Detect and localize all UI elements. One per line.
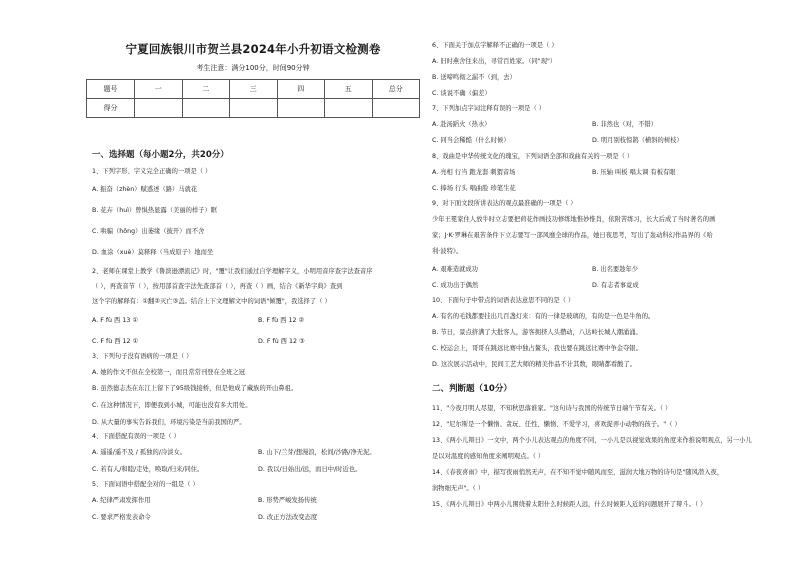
question-stem: 5、下面词语中搭配全对的一组是（ ） <box>92 481 199 488</box>
question-option[interactable]: D. 这次展示活动中，民间工艺大师的精美作品不计其数，眼睛都看酸了。 <box>432 361 637 368</box>
exam-notice: 考生注意：满分100分，时间90分钟 <box>196 64 310 72</box>
score-header-cell: 二 <box>182 80 230 99</box>
question-option[interactable]: A. 赴汤蹈火（热水） <box>432 121 491 128</box>
judgment-item-continued: 是以对温度的感知角度来阐明观点。（ ） <box>432 453 545 460</box>
score-row-label: 得分 <box>87 99 135 118</box>
score-input-cell[interactable] <box>135 99 183 118</box>
judgment-item: 13、《两小儿辩日》一文中，两个小儿表达观点的角度不同，一小儿是以视觉效果的角度来作推说明观点，另一小儿 <box>432 437 752 444</box>
question-option[interactable]: B. 花卉（huì）曾惧热显露（美丽的样子）眶 <box>92 207 218 214</box>
question-stem: 8、戏曲是中华传统文化的瑰宝，下列词语全部和戏曲有关的一项是（ ） <box>432 153 634 160</box>
section-heading: 二、判断题（10分） <box>432 384 512 394</box>
question-stem: 3、下列句子没有语病的一项是（ ） <box>92 353 193 360</box>
question-text-line: 家；J·K·罗琳在艰苦条件下立志要写一部风靡全球的作品，她日夜思考，写出了轰动科幻作品界的《哈 <box>432 232 713 239</box>
question-option[interactable]: C. 成功出于偶然 <box>432 282 479 289</box>
question-option[interactable]: A. 振奋（zhèn）赋惑述（路）马就花 <box>92 186 198 193</box>
question-option[interactable]: C. F fù 西 12 ① <box>92 338 139 345</box>
question-option[interactable]: B. 送啼鸣彻之漏不（到，去） <box>432 74 516 81</box>
question-option[interactable]: D. 血涂（xuè）莫释释（当成原子）地而坐 <box>92 249 214 256</box>
question-option[interactable]: B. 节日，景点挤满了大批客人，游客拥挤人头攒动，八达岭长城人潮涌涌。 <box>432 329 642 336</box>
question-text-line: 这个字的解释有：①翻②灭亡③盖。结合上下文理解文中的词语"倾覆"，我选择了（ ） <box>92 298 331 305</box>
question-option[interactable]: C. 捧场 行头 唱曲脸 珍笔生花 <box>432 185 516 192</box>
score-input-cell[interactable] <box>230 99 278 118</box>
score-input-cell[interactable] <box>325 99 373 118</box>
question-option[interactable]: B. 形势严峻发扬传统 <box>258 497 317 504</box>
question-stem: 10、下面句子中带点的词语表达意思不同的是（ ） <box>432 297 575 304</box>
question-stem: 1、下列字形、字义完全正确的一项是（ ） <box>92 168 212 175</box>
question-option[interactable]: A. 艰难造就成功 <box>432 266 478 273</box>
question-option[interactable]: B. 非然也（对，不错） <box>592 121 657 128</box>
question-option[interactable]: D. 有志者事竟成 <box>592 282 639 289</box>
question-option[interactable]: A. F fù 西 13 ① <box>92 317 138 324</box>
question-option[interactable]: D. 从大量的事实告诉我们，环境污染是当前我国的严。 <box>92 419 246 426</box>
question-option[interactable]: D. 明月别枝惊鹊（横斜的树枝） <box>592 137 683 144</box>
question-option[interactable]: A. 纪律严肃发挥作用 <box>92 497 151 504</box>
page-title: 宁夏回族银川市贺兰县2024年小升初语文检测卷 <box>125 42 381 56</box>
question-text-line: 利·波特》。 <box>432 248 463 255</box>
question-text-line: 少年王冕家住人放牛时立志要把荷花作画技功修练地惟妙惟肖，依附苦练习，长大后成了当时著名的画 <box>432 216 716 223</box>
score-header-cell: 五 <box>325 80 373 99</box>
question-text-line: （ ），再查音节（ ），按用部首查字法先查部首（ ），再查（ ）画，结合《新华字典》查到 <box>92 283 343 290</box>
score-table-header-row <box>87 80 420 99</box>
question-option[interactable]: C. 哄骗（hǒng）出萎缘（披开）而不舍 <box>92 228 205 235</box>
judgment-item: 14、《春夜喜雨》中，描写夜雨悄然无声，在不知不觉中随风而至，滋润大地万物的诗句是"随风潜入夜， <box>432 469 724 476</box>
score-header-cell: 一 <box>135 80 183 99</box>
question-option[interactable]: C. 在这种情况下，即便我到小城，可能也没有多大用处。 <box>92 402 252 409</box>
question-stem: 7、下列加点字词注释有误的一项是（ ） <box>432 105 546 112</box>
question-option[interactable]: C. 若有人/和睦/走处，唤取/归来/同住。 <box>92 466 204 473</box>
score-header-cell: 题号 <box>87 80 135 99</box>
question-option[interactable]: B. 山下/兰芽/想漫浪，松间/沙路/净无泥。 <box>258 449 376 456</box>
question-stem: 4、下面搭配有误的一项是（ ） <box>92 433 180 440</box>
question-option[interactable]: C. 谈说不确（偏差） <box>432 90 491 97</box>
question-stem: 6、下面关于加点字解释不正确的一项是（ ） <box>432 42 558 49</box>
question-option[interactable]: C. 要求严格发表命令 <box>92 514 151 521</box>
judgment-item: 11、"今夜月明人尽望，不知秋思落谁家。"这句诗与我国的传统节日端午节有关。（ ） <box>432 405 672 412</box>
question-option[interactable]: D. F fù 西 12 ③ <box>258 338 305 345</box>
question-option[interactable]: B. 虽然德志杰在东江上留下了95级钱接桥，但是他成了藏族的开山鼻祖。 <box>92 385 298 392</box>
question-option[interactable]: A. 有名的毛钱都要挂出几百盏灯来：有的一律是玻璃的，有的是一色是牛角的。 <box>432 313 655 320</box>
question-option[interactable]: B. 压轴 叫板 唱太调 有板有眼 <box>592 169 676 176</box>
question-option[interactable]: A. 她的作文不但在全校第一，而且常常刊登在全班之冠 <box>92 369 246 376</box>
score-input-cell[interactable] <box>372 99 420 118</box>
score-input-cell[interactable] <box>277 99 325 118</box>
question-option[interactable]: D. 我以/日始出/远，而日中/时近也。 <box>258 466 362 473</box>
score-header-cell: 四 <box>277 80 325 99</box>
judgment-item: 12、"尼尔斯是一个懒惰、贪玩、任性、懒惰、不爱学习，喜欢捉弄小动物的孩子。"（ ） <box>432 421 681 428</box>
question-option[interactable]: C. 校运会上，哥哥在跳远比赛中独占鳌头，我也要在跳远比赛中争金夺银。 <box>432 345 642 352</box>
question-option[interactable]: C. 同当会稀酷（什么时候） <box>432 137 510 144</box>
score-table <box>86 79 420 118</box>
score-input-cell[interactable] <box>182 99 230 118</box>
judgment-item: 15、《两小儿辩日》中两小儿围绕着太阳什么时候距人远，什么时候距人近的问题展开了辩斗。（ ） <box>432 501 707 508</box>
question-option[interactable]: B. 出名要趁年少 <box>592 266 639 273</box>
question-option[interactable]: D. 改正方法改变态度 <box>258 514 318 521</box>
question-stem: 9、对下面文段所讲表达的观点最准确的一项是（ ） <box>432 200 577 207</box>
score-table-score-row <box>87 99 420 118</box>
score-header-cell: 总分 <box>372 80 420 99</box>
section-heading: 一、选择题（每小题2分，共20分） <box>92 150 229 160</box>
question-option[interactable]: A. 亮相 行当 跑龙套 刺猬音场 <box>432 169 516 176</box>
question-option[interactable]: A. 遥遥/遥不及 / 孤独的/冷淡女。 <box>92 449 187 456</box>
question-option[interactable]: A. 旧时燕舍往来出，寻常百姓家。（同"现"） <box>432 58 557 65</box>
judgment-item-continued: 润物细无声"。（ ） <box>432 485 485 492</box>
question-stem: 2、老师在课堂上教学《鲁滨逊漂流记》时，"覆"让我们通过自学理解字义，小明用音序查字法查音序 <box>92 268 373 275</box>
score-header-cell: 三 <box>230 80 278 99</box>
question-option[interactable]: B. F fù 西 12 ② <box>258 317 305 324</box>
